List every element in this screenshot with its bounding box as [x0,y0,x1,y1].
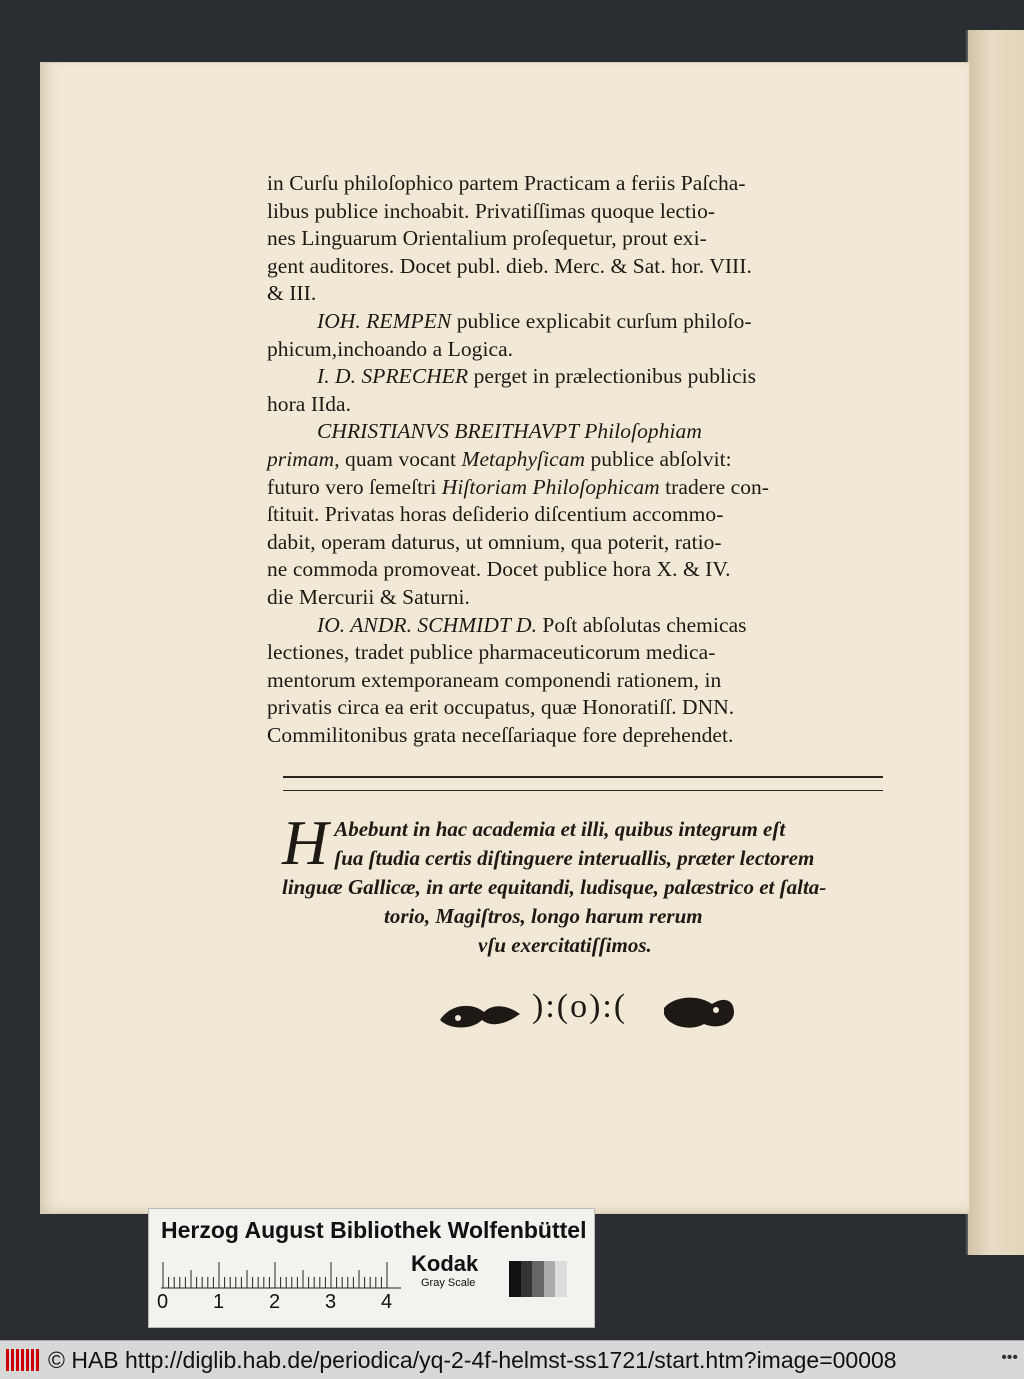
text-line [267,612,879,640]
swatch [555,1261,567,1297]
next-page [968,30,1024,1255]
ruler [161,1259,401,1289]
divider-thin [283,790,883,791]
ornament [436,988,736,1038]
text-line: mentorum extemporaneam componendi rationem, in [267,667,722,692]
swatch [521,1261,533,1297]
hab-logo-icon [6,1349,44,1371]
text-fragment: perget in prælectionibus publicis [468,364,757,389]
name-rempen: IOH. REMPEN [317,308,452,333]
text-fragment: Metaphyſicam [461,446,586,471]
text-line: libus publice inchoabit. Privatiſſimas quoque lectio- [267,198,716,223]
notice-line: Abebunt in hac academia et illi, quibus integrum eſt [334,817,786,841]
ruler-number: 3 [325,1291,337,1313]
more-icon[interactable]: ••• [1001,1349,1018,1366]
swatch [532,1261,544,1297]
notice-line: linguæ Gallicæ, in arte equitandi, ludisque, palæstrico et ſalta- [282,875,827,899]
gray-scale-label: Gray Scale [421,1277,476,1289]
text-fragment: Poſt abſolutas chemicas [537,612,747,637]
text-line [267,418,879,446]
notice-block [282,807,888,960]
kodak-brand: Kodak [411,1251,479,1276]
paragraph-sprecher [267,363,879,418]
text-fragment: , quam vocant [334,446,462,471]
text-line: ſtituit. Privatas horas deſiderio diſcentium accommo- [267,502,724,527]
text-fragment: Philoſophiam [578,419,702,444]
name-sprecher: I. D. SPRECHER [317,364,469,389]
text-line: in Curſu philoſophico partem Practicam a feriis Paſcha- [267,171,746,195]
text-line: hora IIda. [267,391,352,416]
text-line: phicum,inchoando a Logica. [267,336,514,361]
text-line [267,474,879,502]
gray-swatches [509,1261,567,1297]
text-line [267,363,879,391]
text-line: privatis circa ea erit occupatus, quæ Honoratiſſ. DNN. [267,695,735,720]
text-line [267,308,879,336]
divider-thick [283,776,883,778]
text-line: ne commoda promoveat. Docet publice hora X. & IV. [267,557,731,582]
text-fragment: primam [267,446,335,471]
text-line: dabit, operam daturus, ut omnium, qua poterit, ratio- [267,529,722,554]
drop-cap: H [282,807,329,878]
ruler-number: 2 [269,1291,281,1313]
paragraph-schmidt [267,612,879,750]
ruler-number: 1 [213,1291,225,1313]
text-line: Commilitonibus grata neceſſariaque fore deprehendet. [267,722,734,747]
text-fragment: publice explicabit curſum philoſo- [451,308,752,333]
text-line: gent auditores. Docet publ. dieb. Merc. & Sat. hor. VIII. [267,253,752,278]
ruler-number: 0 [157,1291,169,1313]
name-schmidt: IO. ANDR. SCHMIDT D. [317,612,537,637]
left-fish-ornament-icon [436,994,526,1034]
permalink-text[interactable]: © HAB http://diglib.hab.de/periodica/yq-2-4f-helmst-ss1721/start.htm?image=00008 [48,1347,897,1373]
paragraph-rempen [267,308,879,363]
body-text [267,170,879,749]
text-line: die Mercurii & Saturni. [267,584,470,609]
notice-line: ſua ſtudia certis diſtinguere interuallis, præter lectorem [334,846,815,870]
text-fragment: tradere con- [659,474,770,499]
paragraph-cursu [267,170,879,308]
text-fragment: publice abſolvit: [585,446,732,471]
ruler-number: 4 [381,1291,393,1313]
text-line [267,446,879,474]
color-calibration-card [148,1208,595,1328]
text-fragment: Hiſtoriam Philoſophicam [441,474,660,499]
right-fish-ornament-icon [658,990,738,1034]
text-line: nes Linguarum Orientalium proſequetur, prout exi- [267,226,707,251]
swatch [509,1261,521,1297]
text-line: & III. [267,281,317,306]
text-line: lectiones, tradet publice pharmaceuticorum medica- [267,640,716,665]
ornament-text: ):(o):( [532,988,628,1025]
paragraph-breithaupt [267,418,879,611]
viewer-footer [0,1340,1024,1379]
notice-line: vſu exercitatiſſimos. [478,933,652,957]
text-fragment: futuro vero ſemeſtri [267,474,442,499]
card-title: Herzog August Bibliothek Wolfenbüttel [161,1217,587,1243]
name-breithaupt: CHRISTIANVS BREITHAVPT [317,419,579,444]
swatch [544,1261,556,1297]
notice-line: torio, Magiſtros, longo harum rerum [384,904,703,928]
